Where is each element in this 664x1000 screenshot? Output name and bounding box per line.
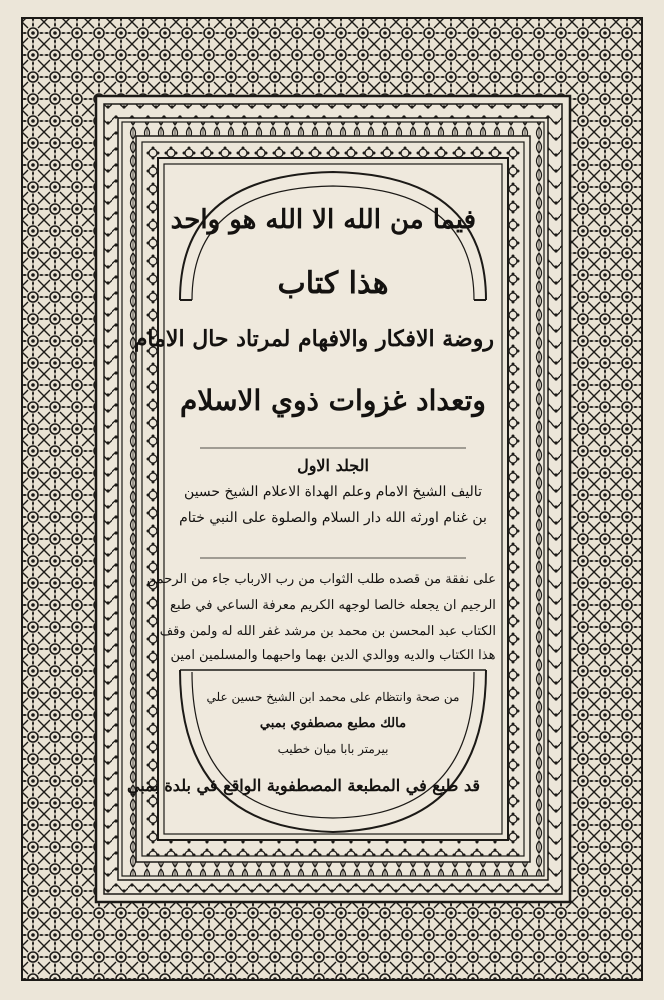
title-line-2: وتعداد غزوات ذوي الاسلام xyxy=(180,384,486,417)
author-line-1: تاليف الشيخ الامام وعلم الهداة الاعلام الشيخ حسين xyxy=(184,484,482,500)
endowment-line-2: الرجيم ان يجعله خالصا لوجهه الكريم معرفة الساعي في طبع xyxy=(170,598,496,613)
endowment-line-4: هذا الكتاب والديه ووالدي الدين بهما واحبهما والمسلمين امين xyxy=(170,648,496,663)
author-line-2: بن غنام اورثه الله دار السلام والصلوة على النبي ختام xyxy=(179,510,487,526)
volume-label: الجلد الاول xyxy=(297,456,369,475)
endowment-line-1: على نفقة من قصده طلب الثواب من رب الارباب جاء من الرحمن xyxy=(146,572,496,587)
correction-line: من صحة وانتظام على محمد ابن الشيخ حسين علي xyxy=(206,690,460,704)
top-arch-inscription: فيما من الله الا الله هو واحد xyxy=(170,205,476,235)
title-line-1: روضة الافكار والافهام لمرتاد حال الامام xyxy=(133,326,494,352)
endowment-line-3: الكتاب عبد المحسن بن محمد بن مرشد غفر الله له ولمن وقف xyxy=(159,624,496,639)
press-owner-line: مالك مطبع مصطفوي بمبي xyxy=(259,716,407,731)
bottom-arch-inscription: قد طبع في المطبعة المصطفوية الواقع في بلدة بمبي xyxy=(126,776,480,795)
opening-line: هذا كتاب xyxy=(277,266,389,301)
manager-line: بيرمتر بابا ميان خطيب xyxy=(277,742,389,756)
